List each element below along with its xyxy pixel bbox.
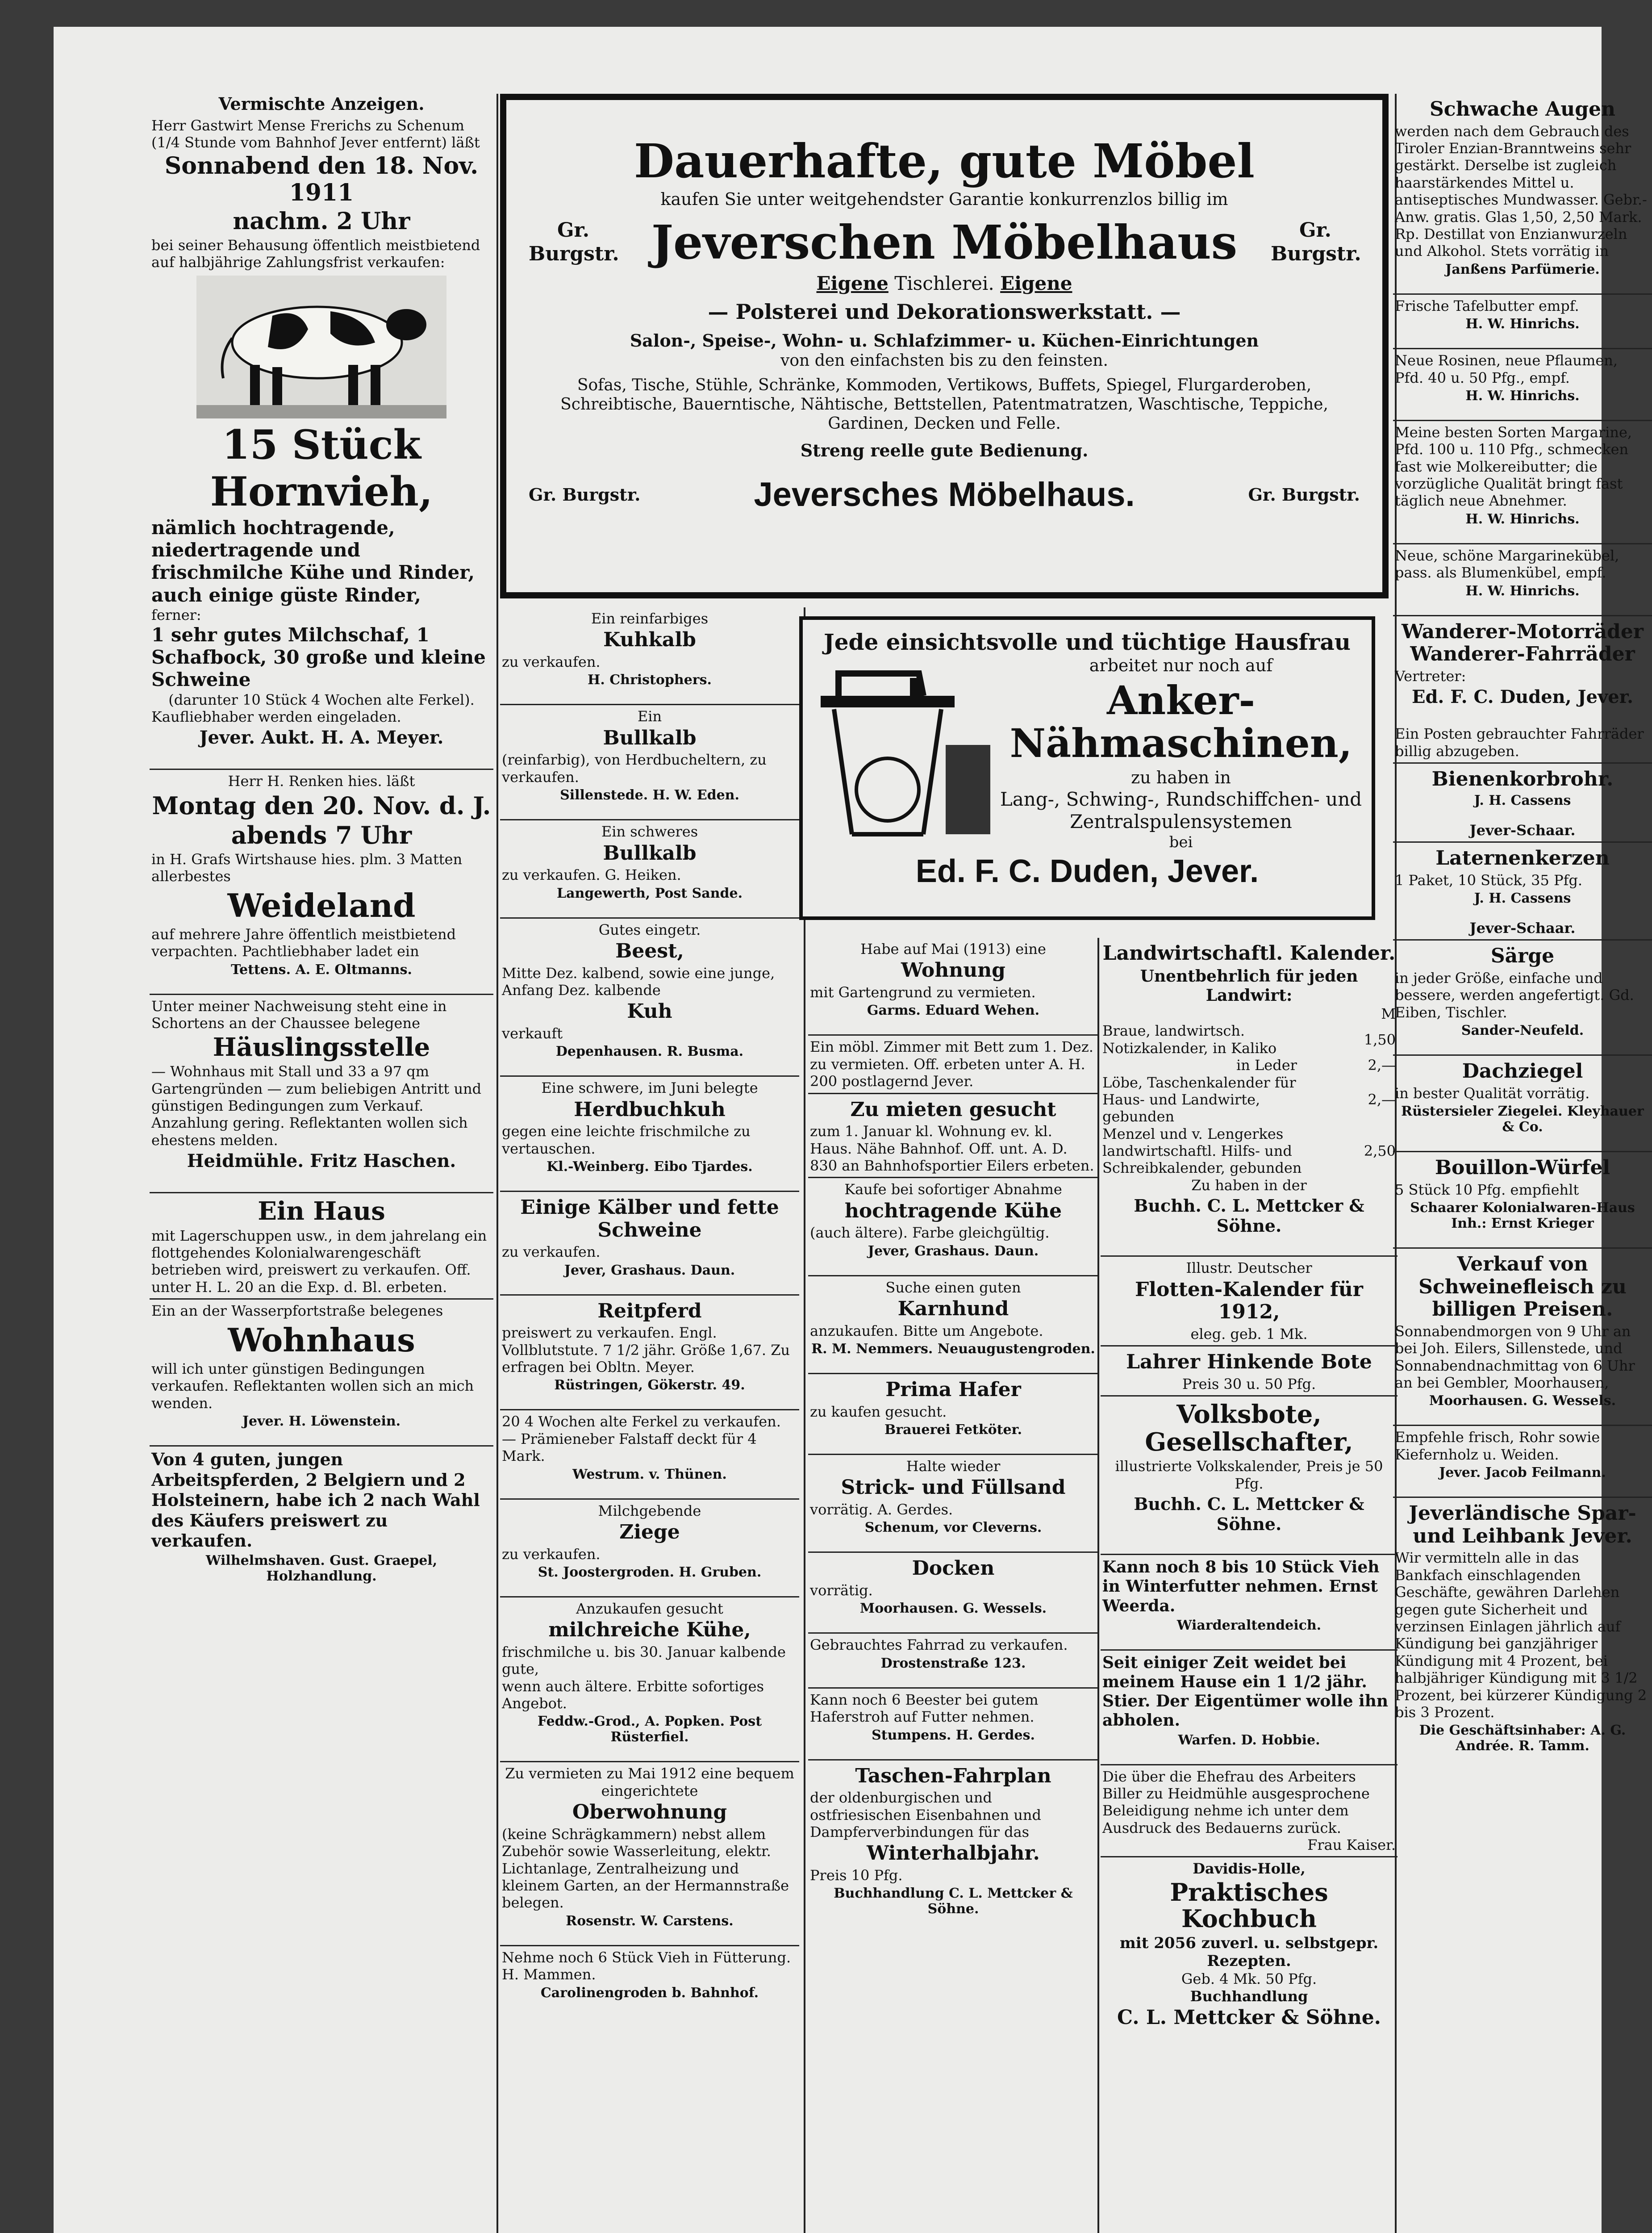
ad-body: in bester Qualität vorrätig.: [1395, 1084, 1590, 1102]
classified-ad: [1393, 348, 1652, 420]
ad-body: zu kaufen gesucht.: [810, 1403, 947, 1420]
ad-intro: Halte wieder: [906, 1458, 1001, 1475]
classified-ad: [1393, 841, 1652, 939]
ad-headline: Einige Kälber und fette Schweine: [520, 1196, 779, 1242]
ad-signature: Janßens Parfümerie.: [1445, 261, 1600, 277]
ad-signature: Moorhausen. G. Wessels.: [859, 1601, 1047, 1617]
column-2: [500, 607, 799, 2017]
ad-intro: Kaufe bei sofortiger Abnahme: [844, 1181, 1062, 1198]
ad-stier: Seit einiger Zeit weidet bei meinem Hause ein 1 1/2 jähr. Stier. Der Eigentümer wolle ihn abholen. Warfen. D. Hobbie.: [1101, 1649, 1398, 1764]
ad-headline: Ziege: [619, 1520, 680, 1543]
classified-ad: [500, 819, 799, 917]
column-5: [1393, 94, 1652, 1770]
classified-ad: [500, 1409, 799, 1498]
ad-headline: Docken: [912, 1557, 995, 1580]
ad-signature: Langewerth, Post Sande.: [556, 885, 743, 901]
ad-headline: hochtragende Kühe: [844, 1199, 1062, 1222]
sewing-machine-illustration: [812, 656, 999, 852]
ad-signature: Stumpens. H. Gerdes.: [872, 1727, 1035, 1743]
ad-body: mit Gartengrund zu vermieten.: [810, 983, 1036, 1001]
ad-signature: Depenhausen. R. Busma.: [555, 1044, 744, 1060]
classified-ad: [1393, 1497, 1652, 1770]
ad-intro: Gutes eingetr.: [598, 921, 701, 938]
ad-signature: Sander-Neufeld.: [1461, 1023, 1584, 1039]
ad-signature: Rüstringen, Gökerstr. 49.: [554, 1377, 745, 1393]
ad-body: Wir vermitteln alle in das Bankfach einschlagenden Geschäfte, gewähren Darlehen gegen gute Sicherheit und verzinsen Einlagen jährlich auf Kündigung bei ganzjähriger Kündigung mit 4 Prozent, bei halbjähriger Kündigung mit 3 1/2 Prozent, bei kürzerer Kündigung 2 bis 3 Prozent.: [1395, 1549, 1647, 1721]
ad-headline: Beest,: [615, 939, 684, 962]
ad-signature: Garms. Eduard Wehen.: [867, 1003, 1040, 1019]
classified-ad: [1393, 615, 1652, 762]
ad-headline: Winterhalbjahr.: [867, 1842, 1040, 1865]
ad-headline: Wohnung: [901, 959, 1005, 982]
classified-ad: [500, 1761, 799, 1944]
classified-ad: [808, 1454, 1098, 1551]
ad-signature: H. Christophers.: [588, 672, 712, 688]
classified-ad: [808, 1632, 1098, 1687]
ad-body: gegen eine leichte frischmilche zu vertauschen.: [502, 1123, 751, 1157]
ad-signature: Schenum, vor Cleverns.: [864, 1520, 1042, 1536]
ad-headline: Laternenkerzen: [1435, 846, 1610, 870]
ad-headline: Bullkalb: [603, 841, 697, 865]
ad-intro: Anzukaufen gesucht: [576, 1600, 723, 1617]
ad-location: Jever-Schaar.: [1469, 919, 1576, 937]
classified-ad: [1393, 1151, 1652, 1247]
ad-headline: Oberwohnung: [572, 1801, 727, 1824]
classified-ad: [1393, 543, 1652, 615]
classified-ad: [808, 1759, 1098, 1933]
ad-signature: Rüstersieler Ziegelei. Kleyhauer & Co.: [1401, 1104, 1644, 1135]
ad-kochbuch: Davidis-Holle, Praktisches Kochbuch mit 2056 zuverl. u. selbstgepr. Rezepten. Geb. 4 Mk. 50 Pfg. Buchhandlung C. L. Mettcker & Söhne.: [1101, 1856, 1398, 2033]
classified-ad: [808, 1177, 1098, 1275]
ad-intro: Milchgebende: [598, 1502, 701, 1519]
column-rule: [496, 94, 498, 2233]
ad-haeuslingsstelle: Unter meiner Nachweisung steht eine in Schortens an der Chaussee belegene Häuslingsstelle — Wohnhaus mit Stall und 33 a 97 qm Gartengründen — zum beliebigen Antritt und günstigen Bedingungen zum Verkauf. Anzahlung gering. Reflektanten wollen sich ehestens melden. Heidmühle. Fritz Haschen.: [150, 994, 493, 1192]
ad-body: anzukaufen. Bitte um Angebote.: [810, 1322, 1043, 1339]
ad-signature: R. M. Nemmers. Neuaugustengroden.: [811, 1341, 1095, 1357]
classified-ad: [808, 1275, 1098, 1373]
ad-signature: Jever. Jacob Feilmann.: [1439, 1465, 1606, 1481]
column-1: [150, 94, 493, 1600]
ad-body: 1 Paket, 10 Stück, 35 Pfg.: [1395, 871, 1583, 889]
ad-body: Frische Tafelbutter empf.: [1395, 297, 1579, 314]
ad-signature: Schaarer Kolonialwaren-Haus Inh.: Ernst Krieger: [1410, 1200, 1635, 1232]
ad-intro: Ein reinfarbiges: [591, 610, 709, 627]
ad-signature: Sillenstede. H. W. Eden.: [560, 787, 739, 803]
ad-headline: Särge: [1490, 945, 1555, 968]
ad-body: frischmilche u. bis 30. Januar kalbende gute,: [502, 1643, 786, 1678]
ad-headline: Jeverländische Spar- und Leihbank Jever.: [1409, 1502, 1636, 1547]
ad-landwirtschaftl-kalender: Landwirtschaftl. Kalender. Unentbehrlich für jeden Landwirt: M Braue, landwirtsch. Notizkalender, in Kaliko 1,50 in Leder 2,— Löbe, Taschenkalender für Haus- und Landwirte, gebunden 2,— Menzel und v. Lengerkes landwirtschaftl. Hilfs- und Schreibkalender, gebunden 2,50 Zu haben in der Buchh. C. L. Mettcker & Söhne.: [1102, 942, 1396, 1236]
ad-headline: Verkauf von Schweinefleisch zu billigen Preisen.: [1418, 1253, 1627, 1321]
ad-ein-haus: Ein Haus mit Lagerschuppen usw., in dem jahrelang ein flottgehendes Kolonialwarengeschäft betrieben wird, preiswert zu verkaufen. Off. unter H. L. 20 an die Exp. d. Bl. erbeten.: [150, 1192, 493, 1298]
ad-signature: H. W. Hinrichs.: [1465, 511, 1580, 527]
ad-headline: Prima Hafer: [885, 1378, 1021, 1401]
ad-body: zu verkaufen.: [502, 1545, 601, 1563]
classified-ad: [1393, 1054, 1652, 1151]
ad-intro: Ein schweres: [601, 823, 698, 841]
ad-signature: Carolinengroden b. Bahnhof.: [540, 1985, 759, 2001]
ad-body: (reinfarbig), von Herdbucheltern, zu verkaufen.: [502, 751, 767, 786]
ad-intro: Habe auf Mai (1913) eine: [860, 941, 1046, 958]
ad-body: Preis 10 Pfg.: [810, 1866, 903, 1884]
ad-signature: Kl.-Weinberg. Eibo Tjardes.: [546, 1159, 753, 1175]
ad-intro: Ein: [637, 708, 662, 725]
ad-body: verkauft: [502, 1025, 563, 1042]
classified-ad: [500, 1945, 799, 2017]
column-4: [1101, 938, 1398, 2034]
ad-volksbote: Volksbote, Gesellschafter, illustrierte Volkskalender, Preis je 50 Pfg. Buchh. C. L. Mettcker & Söhne.: [1101, 1395, 1398, 1554]
ad-body: 20 4 Wochen alte Ferkel zu verkaufen. — Prämieneber Falstaff deckt für 4 Mark.: [502, 1413, 781, 1465]
ad-intro: Zu vermieten zu Mai 1912 eine bequem eingerichtete: [505, 1765, 794, 1799]
ad-intro: Eine schwere, im Juni belegte: [541, 1079, 758, 1097]
ad-weideland: Herr H. Renken hies. läßt Montag den 20. Nov. d. J. abends 7 Uhr in H. Grafs Wirtshause hies. plm. 3 Matten allerbestes Weideland auf mehrere Jahre öffentlich meistbietend verpachten. Pachtliebhaber ladet ein Tettens. A. E. Oltmanns.: [150, 769, 493, 993]
ad-body: Sonnabendmorgen von 9 Uhr an bei Joh. Eilers, Sillenstede, und Sonnabendnachmittag von 6 Uhr an bei Gembler, Moorhausen,: [1395, 1322, 1635, 1392]
ad-body: preiswert zu verkaufen. Engl. Vollblutstute. 7 1/2 jähr. Größe 1,67. Zu erfragen bei Obltn. Meyer.: [502, 1324, 790, 1376]
classified-ad: [500, 607, 799, 704]
ad-signature: H. W. Hinrichs.: [1465, 388, 1580, 404]
ad-body: Mitte Dez. kalbend, sowie eine junge, Anfang Dez. kalbende: [502, 964, 775, 999]
ad-hornvieh: Herr Gastwirt Mense Frerichs zu Schenum (1/4 Stunde vom Bahnhof Jever entfernt) läßt Sonnabend den 18. Nov. 1911 nachm. 2 Uhr bei seiner Behausung öffentlich meistbietend auf halbjährige Zahlungsfrist verkaufen: 15 Stück Hornvieh, nämlich hochtragende, niedertragende und frischmilche Kühe und Rinder, auch einige güste Rinder, ferner: 1 sehr gutes Milchschaf, 1 Schafbock, 30 große und kleine Schweine (darunter 10 Stück 4 Wochen alte Ferkel). Kaufliebhaber werden eingeladen. Jever. Aukt. H. A. Meyer.: [151, 117, 486, 749]
anker-naehmaschinen-ad: Jede einsichtsvolle und tüchtige Hausfrau arbeitet nur noch auf Anker-Nähmaschinen, zu haben in Lang-, Schwing-, Rundschiffchen- und Zentralspulensystemen bei Ed. F. C. Duden, Jever.: [799, 616, 1375, 920]
ad-body: zu verkaufen. G. Heiken.: [502, 866, 681, 884]
ad-body: 5 Stück 10 Pfg. empfiehlt: [1395, 1181, 1579, 1198]
ad-widerruf: Die über die Ehefrau des Arbeiters Biller zu Heidmühle ausgesprochene Beleidigung nehme ich unter dem Ausdruck des Bedauerns zurück. Frau Kaiser.: [1101, 1764, 1398, 1857]
ad-headline: Karnhund: [897, 1297, 1009, 1321]
ad-body: zum 1. Januar kl. Wohnung ev. kl. Haus. Nähe Bahnhof. Off. unt. A. D. 830 an Bahnhofsportier Eilers erbeten.: [810, 1123, 1094, 1174]
ad-body: (auch ältere). Farbe gleichgültig.: [810, 1224, 1050, 1242]
ad-headline: Zu mieten gesucht: [850, 1098, 1056, 1121]
ad-headline: Kuhkalb: [603, 628, 696, 652]
ad-name: Ed. F. C. Duden, Jever.: [1411, 686, 1634, 708]
ad-headline: Wanderer-Motorräder Wanderer-Fahrräder: [1401, 620, 1644, 666]
ad-signature: J. H. Cassens: [1474, 890, 1571, 906]
ad-location: Jever-Schaar.: [1469, 821, 1576, 839]
ad-headline: Reitpferd: [597, 1299, 702, 1322]
classified-ad: [1393, 94, 1652, 293]
ad-signature: H. W. Hinrichs.: [1465, 316, 1580, 332]
classified-ad: [1393, 293, 1652, 348]
classified-ad: [808, 938, 1098, 1034]
ad-body: Neue Rosinen, neue Pflaumen, Pfd. 40 u. 50 Pfg., empf.: [1395, 352, 1618, 386]
ad-body: Vertreter:: [1395, 667, 1466, 685]
ad-headline: Strick- und Füllsand: [841, 1476, 1066, 1499]
ad-body: Nehme noch 6 Stück Vieh in Fütterung. H. Mammen.: [502, 1949, 791, 1983]
classified-ad: [808, 1373, 1098, 1454]
ad-body: Empfehle frisch, Rohr sowie Kiefernholz u. Weiden.: [1395, 1429, 1600, 1463]
furniture-banner: Dauerhafte, gute Möbel kaufen Sie unter weitgehendster Garantie konkurrenzlos billig im Gr. Burgstr. Jeverschen Möbelhaus Gr. Burgstr. Eigene Tischlerei. Eigene — Polsterei und Dekorationswerkstatt. — Salon-, Speise-, Wohn- u. Schlafzimmer- u. Küchen-Einrichtungen von den einfachsten bis zu den feinsten. Sofas, Tische, Stühle, Schränke, Kommoden, Vertikows, Buffets, Spiegel, Flurgarderoben, Schreibtische, Bauerntische, Nähtische, Bettstellen, Patentmatratzen, Waschtische, Teppiche, Gardinen, Decken und Felle. Streng reelle gute Bedienung. Gr. Burgstr. Jeversches Möbelhaus. Gr. Burgstr.: [500, 94, 1389, 598]
classified-ad: [1393, 939, 1652, 1054]
cow-illustration: [196, 276, 446, 418]
ad-intro: Suche einen guten: [885, 1279, 1021, 1296]
ad-signature: Moorhausen. G. Wessels.: [1429, 1393, 1616, 1409]
classified-ad: [500, 704, 799, 819]
ad-wohnhaus: Ein an der Wasserpfortstraße belegenes Wohnhaus will ich unter günstigen Bedingungen verkaufen. Reflektanten wollen sich an mich wenden. Jever. H. Löwenstein.: [150, 1298, 493, 1445]
ad-body: zu verkaufen.: [502, 1243, 601, 1261]
ad-headline: Bullkalb: [603, 726, 697, 749]
ad-body: Ein Posten gebrauchter Fahrräder billig abzugeben.: [1395, 725, 1644, 760]
ad-signature: H. W. Hinrichs.: [1465, 583, 1580, 599]
ad-body: in jeder Größe, einfache und bessere, werden angefertigt. Gd. Eiben, Tischler.: [1395, 969, 1634, 1021]
ad-signature: Brauerei Fetköter.: [884, 1422, 1022, 1438]
ad-headline: Schwache Augen: [1430, 98, 1615, 121]
ad-body: zu verkaufen.: [502, 653, 601, 670]
classified-ad: [808, 1687, 1098, 1759]
classified-ad: [808, 1034, 1098, 1092]
ad-body: vorrätig. A. Gerdes.: [810, 1501, 953, 1518]
ad-headline: Bouillon-Würfel: [1435, 1156, 1610, 1179]
ad-signature: Westrum. v. Thünen.: [572, 1466, 727, 1482]
column-3: [808, 938, 1098, 1933]
ad-body: Gebrauchtes Fahrrad zu verkaufen.: [810, 1636, 1068, 1654]
ad-headline: Bienenkorbrohr.: [1431, 767, 1614, 790]
ad-signature: Buchhandlung C. L. Mettcker & Söhne.: [834, 1886, 1073, 1917]
ad-flotten-kalender: Illustr. Deutscher Flotten-Kalender für 1912, eleg. geb. 1 Mk.: [1101, 1255, 1398, 1345]
ad-signature: Rosenstr. W. Carstens.: [566, 1913, 734, 1929]
ad-body: (keine Schrägkammern) nebst allem Zubehör sowie Wasserleitung, elektr. Lichtanlage, Zentralheizung und kleinem Garten, an der Hermannstraße belegen.: [502, 1825, 789, 1911]
classified-ad: [500, 917, 799, 1076]
ad-headline: Taschen-Fahrplan: [855, 1764, 1051, 1787]
ad-arbeitspferde: Von 4 guten, jungen Arbeitspferden, 2 Belgiern und 2 Holsteinern, habe ich 2 nach Wahl des Käufers preiswert zu verkaufen. Wilhelmshaven. Gust. Graepel, Holzhandlung.: [150, 1445, 493, 1600]
ad-winterfutter: Kann noch 8 bis 10 Stück Vieh in Winterfutter nehmen. Ernst Weerda. Wiarderaltendeich.: [1101, 1554, 1398, 1649]
ad-signature: St. Joostergroden. H. Gruben.: [538, 1564, 762, 1580]
classified-ad: [808, 1551, 1098, 1632]
ad-signature: J. H. Cassens: [1474, 792, 1571, 808]
ad-signature: Drostenstraße 123.: [880, 1655, 1026, 1671]
ad-signature: Jever, Grashaus. Daun.: [564, 1262, 735, 1278]
classified-ad: [500, 1498, 799, 1596]
ad-headline: Herdbuchkuh: [574, 1098, 726, 1121]
ad-body: Ein möbl. Zimmer mit Bett zum 1. Dez. zu vermieten. Off. erbeten unter A. H. 200 postlagernd Jever.: [810, 1038, 1093, 1090]
ad-lahrer-bote: Lahrer Hinkende Bote Preis 30 u. 50 Pfg.: [1101, 1345, 1398, 1395]
ad-body: der oldenburgischen und ostfriesischen Eisenbahnen und Dampferverbindungen für das: [810, 1789, 1041, 1840]
classified-ad: [500, 1191, 799, 1294]
ad-signature: Feddw.-Grod., A. Popken. Post Rüsterfiel.: [537, 1714, 762, 1745]
classified-ad: [1393, 762, 1652, 841]
ad-body: Neue, schöne Margarinekübel, pass. als Blumenkübel, empf.: [1395, 547, 1619, 581]
classified-ad: [1393, 1425, 1652, 1497]
classified-ad: [500, 1294, 799, 1409]
ad-body: werden nach dem Gebrauch des Tiroler Enzian-Branntweins sehr gestärkt. Derselbe ist zugleich haarstärkendes Mittel u. antiseptisches Mundwasser. Gebr.-Anw. gratis. Glas 1,50, 2,50 Mark. Rp. Destillat von Enzianwurzeln und Alkohol. Stets vorrätig in: [1395, 122, 1647, 260]
newspaper-page: [54, 27, 1647, 2233]
classified-ad: [500, 1596, 799, 1761]
ad-body: wenn auch ältere. Erbitte sofortiges Angebot.: [502, 1677, 764, 1712]
ad-headline: Dachziegel: [1462, 1060, 1583, 1083]
ad-signature: Jever, Grashaus. Daun.: [868, 1243, 1039, 1259]
ad-body: vorrätig.: [810, 1582, 873, 1599]
ad-body: Meine besten Sorten Margarine, Pfd. 100 u. 110 Pfg., schmecken fast wie Molkereibutter; die vorzügliche Qualität bringt fast täglich neue Abnehmer.: [1395, 423, 1632, 510]
ad-headline: milchreiche Kühe,: [548, 1618, 751, 1642]
classified-ad: [500, 1075, 799, 1191]
ad-signature: Die Geschäftsinhaber: A. G. Andrée. R. Tamm.: [1419, 1723, 1626, 1754]
classified-ad: [1393, 1247, 1652, 1425]
section-header: Vermischte Anzeigen.: [218, 94, 425, 114]
classified-ad: [808, 1093, 1098, 1177]
ad-headline: Kuh: [627, 1000, 672, 1023]
classified-ad: [1393, 420, 1652, 543]
ad-body: Kann noch 6 Beester bei gutem Haferstroh auf Futter nehmen.: [810, 1691, 1039, 1726]
